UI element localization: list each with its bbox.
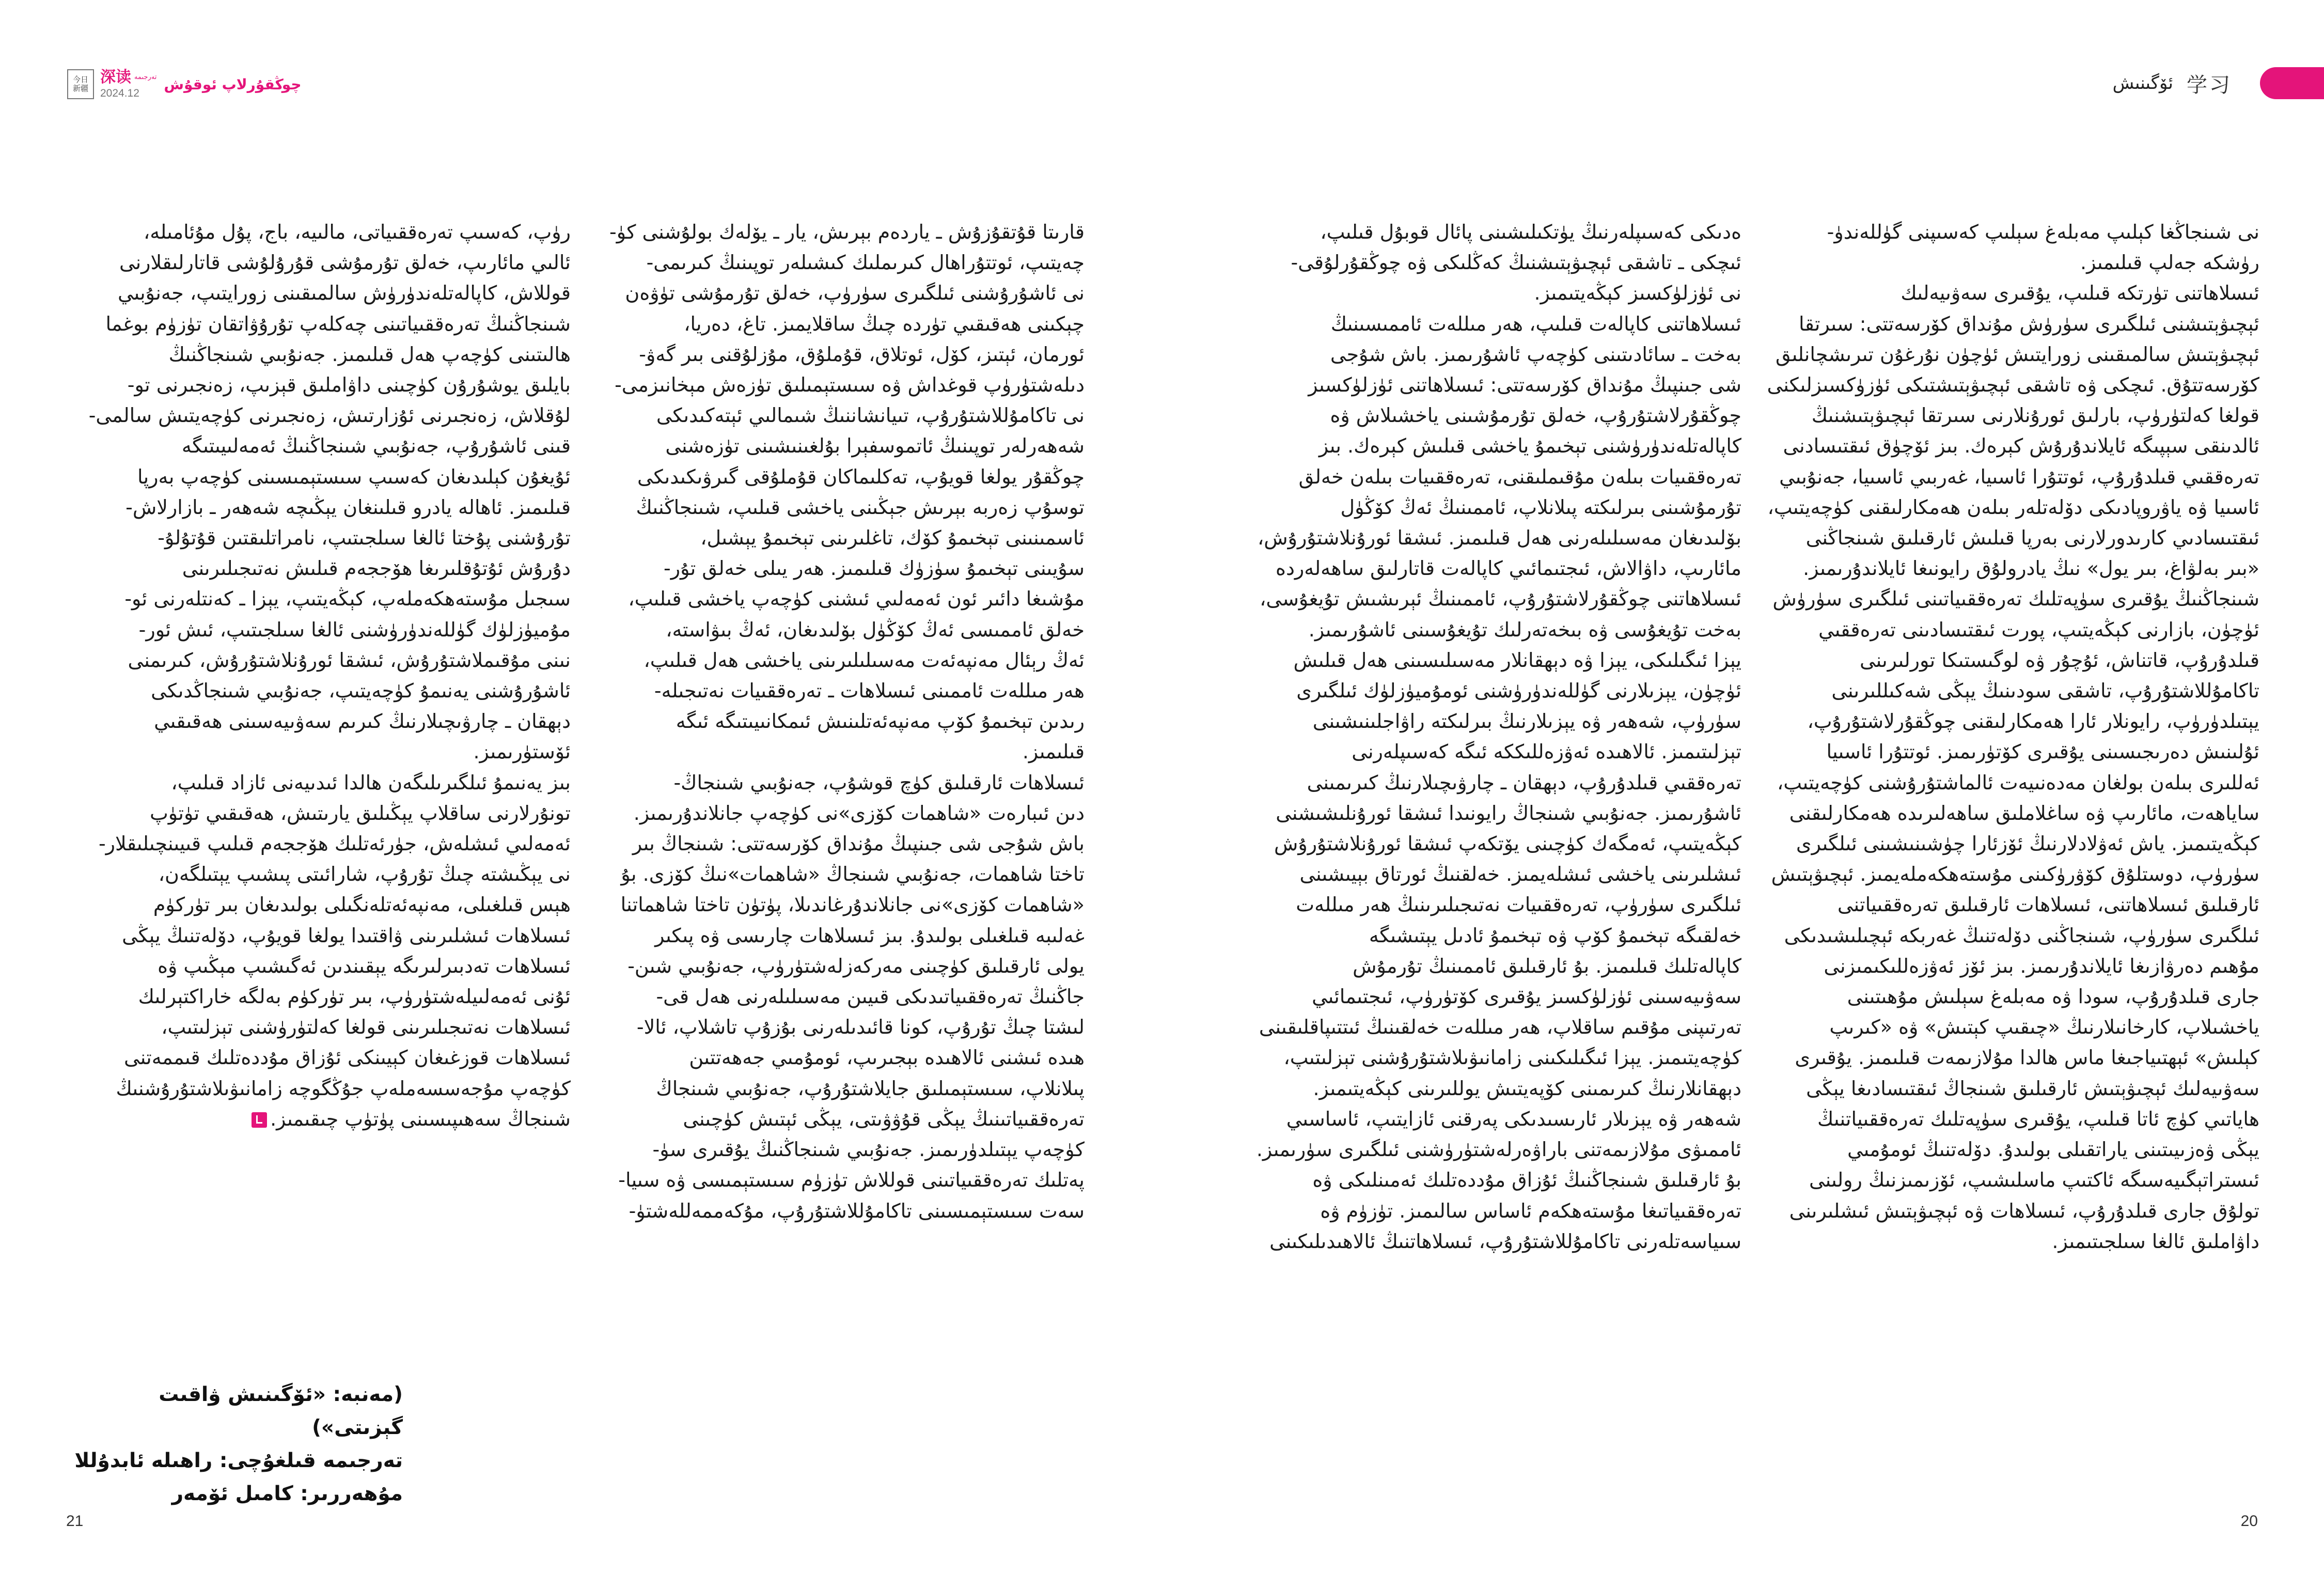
text-line: يېڭى ۋەزىيىتىنى ياراتقىلى بولىدۇ. دۆلەتنىڭ ئومۇمىي [1847,1138,2259,1161]
text-line: چېكىنى ھەقىقىي تۈردە چىڭ ساقلايمىز. تاغ، دەريا، [684,312,1085,335]
text-line: دىن ئىبارەت «شاھمات كۆزى»نى كۈچەپ جانلاندۇرىمىز. [633,801,1085,824]
text-line: تۇرمۇشىنى بىرلىكتە پىلانلاپ، ئاممىنىڭ ئەڭ كۆڭۈل [1340,495,1741,519]
text-line: ئۇلىنىش دەرىجىسىنى يۇقىرى كۆتۈرىمىز. ئوتتۇرا ئاسىيا [1826,740,2259,764]
text-line: ھاياتىي كۈچ ئاتا قىلىپ، يۇقىرى سۈپەتلىك تەرەققىياتنىڭ [1817,1107,2259,1130]
text-line: نى تاكامۇللاشتۇرۇپ، تىيانشاننىڭ شىمالىي ئېتەكىدىكى [656,404,1085,427]
text-line: سۈرۈپ، دوستلۇق كۆۋرۈكىنى مۇستەھكەملەيمىز. ئېچىۋېتىش [1771,863,2259,886]
text-line: تەرەققىيات بىلەن مۇقىملىقنى، تەرەققىيات بىلەن خەلق [1298,465,1741,488]
section-zh-label: 深读 [100,68,131,86]
text-line: سەۋىيەسىنى ئۈزلۈكسىز يۇقىرى كۆتۈرۈپ، ئىجتىمائىي [1312,985,1741,1008]
text-line: ئىسلاھاتنى تۈرتكە قىلىپ، يۇقىرى سەۋىيەلىك [1901,282,2259,305]
text-line: باش شۇجى شى جىنپىڭ مۇنداق كۆرسەتتى: شىنجاڭ بىر [632,832,1085,855]
text-line: داۋاملىق ئالغا سىلجىتىمىز. [2052,1229,2259,1253]
text-line: ئىسلاھاتنى چوڭقۇرلاشتۇرۇپ، ئاممىنىڭ ئېرىشىش تۇيغۇسى، [1260,587,1741,611]
text-line: قىلىمىز. ئاھالە يادرو قىلىنغان يېڭىچە شەھەر ـ بازارلاش- [125,495,571,519]
text-line: مۇھىم دەرۋازىغا ئايلاندۇرىمىز. بىز ئۆز ئەۋزەللىكىمىزنى [1824,954,2259,977]
text-line: شەھەرلەر توپىنىڭ ئاتموسفېرا بۇلغىنىشىنى تۈزەشنى [665,434,1085,458]
text-line: سىجىل مۇستەھكەملەپ، كېڭەيتىپ، يېزا ـ كەنتلەرنى ئو- [124,587,571,611]
text-line: ئورمان، ئېتىز، كۆل، ئوتلاق، قۇملۇق، مۇزلۇقنى بىر گەۋ- [639,342,1085,366]
text-line: نى ئۈزلۈكسىز كېڭەيتىمىز. [1534,282,1741,305]
text-line: سەۋىيەلىك ئېچىۋېتىش ئارقىلىق شىنجاڭ ئىقتىسادىغا يېڭى [1806,1077,2259,1100]
right-page-header [2113,65,2324,101]
text-line: خەلق ئاممىسى ئەڭ كۆڭۈل بۆلىدىغان، ئەڭ بىۋاستە، [666,618,1085,641]
section-row [100,69,156,86]
text-line: كۈچەپ يېتىلدۈرىمىز. جەنۇبىي شىنجاڭنىڭ يۇقىرى سۈ- [652,1138,1085,1161]
text-line: يولى ئارقىلىق كۈچىنى مەركەزلەشتۈرۈپ، جەنۇبىي شىن- [627,954,1085,977]
text-line: ساياھەت، مائارىپ ۋە ساغلاملىق ساھەلىرىدە ھەمكارلىقنى [1789,801,2259,824]
text-line: ئىستراتېگىيەسىگە ئاكتىپ ماسلىشىپ، ئۆزىمىزنىڭ رولىنى [1809,1169,2259,1192]
text-line: نى يېڭىشتە چىڭ تۇرۇپ، شارائىتى پىشىپ يېتىلگەن، [158,863,571,886]
text-line: ئىقتىسادىي كارىدورلارنى بەرپا قىلىش ئارقىلىق شىنجاڭنى [1805,526,2259,550]
text-line: مۇميۈزلۈك گۈللەندۈرۈشنى ئالغا سىلجىتىپ، ئىش ئور- [138,618,571,641]
credit-translator: تەرجىمە قىلغۇچى: راھىلە ئابدۇللا [74,1449,403,1472]
text-line: سۇيىنى تېخىمۇ سۈزۈك قىلىمىز. ھەر يىلى خەلق تۇر- [664,557,1085,580]
text-line: تېزلىتىمىز. ئالاھىدە ئەۋزەللىككە ئىگە كەسىپلەرنى [1352,740,1741,764]
text-line: ئالدىنقى سېپىگە ئايلاندۇرۇش كېرەك. بىز ئۆچۈق ئىقتىسادنى [1783,434,2259,458]
text-line: شىنجاڭنىڭ تەرەققىياتىنى چەكلەپ تۇرۇۋاتقان تۈزۈم بوغما [105,312,571,335]
text-line: چوڭقۇرلاشتۇرۇپ، خەلق تۇرمۇشىنى ياخشىلاش ۋە [1330,404,1741,427]
text-line: غەلىبە قىلغىلى بولىدۇ. بىز ئىسلاھات چارىسى ۋە پىكىر [655,924,1085,947]
text-line: ئاسمىنىنى تېخىمۇ كۆك، تاغلىرىنى تېخىمۇ يېشىل، [700,526,1085,550]
text-line: ئۈچۈن، بازارنى كېڭەيتىپ، پورت ئىقتىسادىنى تەرەققىي [1818,618,2259,641]
column-right-outer [1758,217,2259,1257]
text-line: ئەمەلىي ئىشلەش، جۈرئەتلىك ھۆججەم قىلىپ قىيىنچىلىقلار- [98,832,571,855]
page-number-left: 21 [66,1513,84,1530]
text-line: ھالىتىنى كۈچەپ ھەل قىلىمىز. جەنۇبىي شىنجاڭنىڭ [168,342,571,366]
text-line: دۇرۇش ئۇتۇقلىرىغا ھۆججەم قىلىش نەتىجىلىرىنى [182,557,571,580]
text-line: كۈچەيتىمىز. يېزا ئىگىلىكىنى زامانىۋىلاشتۇرۇشنى تېزلىتىپ، [1283,1046,1741,1069]
section-zh-title: 学习 [2187,73,2232,97]
text-line: تەرەققىياتىنىڭ يېڭى قۇۋۋىتى، يېڭى ئېتىش كۈچىنى [683,1107,1085,1130]
text-line: ئاشۇرۇشنى يەنىمۇ كۈچەيتىپ، جەنۇبىي شىنجاڭدىكى [151,679,571,703]
article-credits [67,1378,403,1511]
text-line: ئۇنى ئەمەلىيلەشتۈرۈپ، بىر تۈركۈم بەلگە خاراكتېرلىك [138,985,571,1008]
text-line: يېتىلدۈرۈپ، رايونلار ئارا ھەمكارلىقنى چوڭقۇرلاشتۇرۇپ، [1807,710,2259,733]
text-line: ئاممىۋى مۇلازىمەتنى باراۋەرلەشتۈرۈشنى ئىلگىرى سۈرىمىز. [1256,1138,1741,1161]
text-line: بەخت تۇيغۇسى ۋە بىخەتەرلىك تۇيغۇسىنى ئاشۇرىمىز. [1308,618,1741,641]
text-line: ئۈچۈن، يېزىلارنى گۈللەندۈرۈشنى ئومۇميۈزلۈك ئىلگىرى [1296,679,1741,703]
text-line: تەرەققىي قىلدۇرۇپ، دېھقان ـ چارۋىچىلارنىڭ كىرىمىنى [1307,771,1741,794]
text-line: پەتلىك تەرەققىياتىنى قوللاش تۈزۈم سىستېمىسى ۋە سىيا- [618,1169,1085,1192]
text-line: قىلدۇرۇپ، قاتناش، ئۇچۇر ۋە لوگىستىكا تورلىرىنى [1859,648,2259,672]
text-line: شىنجاڭنىڭ يۇقىرى سۈپەتلىك تەرەققىياتىنى ئىلگىرى سۈرۈش [1772,587,2259,611]
magazine-logo [67,69,94,99]
text-line: كۆرسەتتۇق. ئىچكى ۋە تاشقى ئېچىۋېتىشتىكى ئۈزۈكسىزلىكنى [1767,373,2259,397]
text-line: شەھەر ۋە يېزىلار ئارىسىدىكى پەرقنى ئازايتىپ، ئاساسىي [1286,1107,1741,1130]
magazine-logo-line2: 新疆 [72,84,88,93]
text-line: دىلەشتۈرۈپ قوغداش ۋە سىستېمىلىق تۈزەش مېخانىزمى- [615,373,1085,397]
text-line: ئۆستۈرىمىز. [473,740,571,764]
text-line: جارى قىلدۇرۇپ، سودا ۋە مەبلەغ سېلىش مۇھىتىنى [1847,985,2259,1008]
text-line: قىنى ئاشۇرۇپ، جەنۇبىي شىنجاڭنىڭ ئەمەلىيىتىگە [181,434,571,458]
section-tab-icon [2260,67,2324,99]
text-line: شىنجاڭ سەھىپىسىنى پۈتۈپ چىقىمىز. [67,1104,571,1134]
text-line: تاكامۇللاشتۇرۇپ، تاشقى سودىنىڭ يېڭى شەكىللىرىنى [1831,679,2259,703]
text-line: قارىتا قۇتقۇزۇش ـ ياردەم بېرىش، يار ـ يۆلەك بولۇشنى كۈ- [609,221,1085,243]
text-line: چەيتىپ، ئوتتۇراھال كىرىملىك كىشىلەر توپىنىڭ كىرىمى- [646,251,1085,274]
text-line: لىشتا چىڭ تۇرۇپ، كونا قائىدىلەرنى بۇزۇپ تاشلاپ، ئالا- [636,1016,1085,1039]
text-line: دېھقان ـ چارۋىچىلارنىڭ كىرىم سەۋىيەسىنى ھەقىقىي [154,710,571,733]
text-line: سۈرۈپ، شەھەر ۋە يېزىلارنىڭ بىرلىكتە راۋاجلىنىشىنى [1312,710,1741,733]
text-line: چوڭقۇر يولغا قويۇپ، تەكلىماكان قۇملۇقى گىرۋىكىدىكى [637,465,1085,488]
text-line: بۆلىدىغان مەسىلىلەرنى ھەل قىلىمىز. ئىشقا ئورۇنلاشتۇرۇش، [1258,526,1741,550]
text-line: ياخشىلاپ، كارخانىلارنىڭ «چىقىپ كېتىش» ۋە «كىرىپ [1829,1016,2259,1039]
text-line: ئىشلىرىنى ياخشى ئىشلەيمىز. خەلقنىڭ ئورتاق بېيىشىنى [1299,863,1741,886]
text-line: جاڭنىڭ تەرەققىياتىدىكى قىيىن مەسىلىلەرنى ھەل قى- [656,985,1085,1008]
text-line: لۇقلاش، زەنجىرنى ئۇزارتىش، زەنجىرنى كۈچەيتىش سالمى- [88,404,571,427]
text-line: كېڭەيتىپ، ئەمگەك كۈچىنى يۆتكەپ ئىشقا ئورۇنلاشتۇرۇش [1274,832,1741,855]
text-line: كاپالەتلىك قىلىمىز. بۇ ئارقىلىق ئاممىنىڭ تۇرمۇش [1353,954,1741,977]
text-line: كاپالەتلەندۈرۈشنى تېخىمۇ ياخشى قىلىش كېرەك. بىز [1318,434,1741,458]
text-line: ئىسلاھات نەتىجىلىرىنى قولغا كەلتۈرۈشنى تېزلىتىپ، [161,1016,571,1039]
text-line: تەرتىپنى مۇقىم ساقلاپ، ھەر مىللەت خەلقىنىڭ ئىتتىپاقلىقىنى [1259,1016,1741,1039]
text-line: تەرەققىي قىلدۇرۇپ، ئوتتۇرا ئاسىيا، غەربىي ئاسىيا، جەنۇبىي [1779,465,2259,488]
left-page-header [67,66,302,102]
section-sub-label: تەرجىمە [134,73,157,81]
text-line: تونۇرلارنى ساقلاپ يېڭىلىق يارىتىش، ھەقىقىي تۈتۈپ [149,801,571,824]
credit-source: (مەنبە: «ئۆگىنىش ۋاقىت گېزىتى») [159,1383,403,1439]
text-line: ھىدە ئىشنى ئالاھىدە بېجىرىپ، ئومۇمىي جەھەتتىن [689,1046,1085,1069]
text-line: ھېس قىلغىلى، مەنپەئەتلەنگىلى بولىدىغان بىر تۈركۈم [153,893,571,916]
text-line: توسۇپ زەربە بېرىش جېڭىنى ياخشى قىلىپ، شىنجاڭنىڭ [636,495,1085,519]
text-line: ئىسلاھات قوزغىغان كېيىنكى ئۇزاق مۇددەتلىك قىممەتنى [124,1046,571,1069]
text-line: تاختا شاھمات، جەنۇبىي شىنجاڭ «شاھمات»نىڭ كۆزى. بۇ [621,863,1085,886]
credit-editor: مۇھەررىر: كامىل ئۆمەر [171,1482,403,1505]
text-line: ئىسلاھاتنى كاپالەت قىلىپ، ھەر مىللەت ئاممىسىنىڭ [1330,312,1741,335]
text-line: كېڭەيتىمىز. ياش ئەۋلادلارنىڭ ئۆزئارا چۈشىنىشىنى ئىلگىرى [1796,832,2259,855]
column-name: چوڭقۇرلاپ ئوقۇش [164,75,302,93]
text-line: بۇ ئارقىلىق شىنجاڭنىڭ ئۇزاق مۇددەتلىك ئەمىنلىكى ۋە [1312,1169,1741,1192]
text-line: نىنى مۇقىملاشتۇرۇش، ئىشقا ئورۇنلاشتۇرۇش، كىرىمنى [128,648,571,672]
text-line: قىلىمىز. [1022,740,1085,764]
text-line: كېلىش» ئېھتىياجىغا ماس ھالدا مۇلازىمەت قىلىمىز. يۇقىرى [1795,1046,2259,1069]
text-line: مۇشىغا دائىر ئون ئەمەلىي ئىشنى كۈچەپ ياخشى قىلىپ، [628,587,1085,611]
text-line: «شاھمات كۆزى»نى جانلاندۇرغاندىلا، پۈتۈن تاختا شاھماتنا [620,893,1085,916]
magazine-logo-line1: 今日 [72,75,88,84]
column-right-inner [1238,217,1741,1257]
text-line: ھەر مىللەت ئاممىنى ئىسلاھات ـ تەرەققىيات نەتىجىلە- [654,679,1085,703]
text-line: ئىچكى ـ تاشقى ئېچىۋېتىشنىڭ كەڭلىكى ۋە چوڭقۇرلۇقى- [1291,251,1741,274]
text-line: خەلقىگە تېخىمۇ كۆپ ۋە تېخىمۇ ئادىل يېتىشىگە [1369,924,1741,947]
text-line: سەت سىستېمىسىنى تاكامۇللاشتۇرۇپ، مۇكەممەللەشتۈ- [629,1199,1085,1222]
text-line: ئىلگىرى سۈرۈپ، شىنجاڭنى دۆلەتنىڭ غەربكە ئېچىلىشىدىكى [1784,924,2259,947]
text-line: ئىسلاھات ئىشلىرىنى ۋاقتىدا يولغا قويۇپ، دۆلەتنىڭ يېڭى [122,924,571,947]
section-title: ئۆگىنىش [2112,73,2173,94]
text-line: ئەللىرى بىلەن بولغان مەدەنىيەت ئالماشتۇرۇشنى كۈچەيتىپ، [1777,771,2259,794]
text-line: بىز يەنىمۇ ئىلگىرىلىگەن ھالدا ئىدىيەنى ئازاد قىلىپ، [171,771,571,794]
text-line: سىياسەتلەرنى تاكامۇللاشتۇرۇپ، ئىسلاھاتنىڭ ئالاھىدىلىكىنى [1269,1229,1741,1253]
text-line: كۈچەپ مۇجەسسەملەپ جۇڭگوچە زامانىۋىلاشتۇرۇشنىڭ [116,1077,571,1100]
text-line: ئىلگىرى سۈرۈپ، تەرەققىيات نەتىجىلىرىنىڭ ھەر مىللەت [1296,893,1741,916]
text-line: ئەڭ رېئال مەنپەئەت مەسىلىلىرىنى ياخشى ھەل قىلىپ، [643,648,1085,672]
text-line: قولغا كەلتۈرۈپ، بارلىق ئورۇنلارنى سىرتقا ئېچىۋېتىشنىڭ [1811,404,2259,427]
page-number-right: 20 [2240,1513,2258,1530]
end-mark-icon [252,1112,267,1128]
column-left-outer [67,217,571,1134]
section-block [100,69,156,100]
text-line: مائارىپ، داۋالاش، ئىجتىمائىي كاپالەت قاتارلىق ساھەلەردە [1276,557,1741,580]
text-line: رۈشكە جەلپ قىلىمىز. [2080,251,2259,274]
column-left-inner [604,217,1085,1226]
text-line: «بىر بەلۋاغ، بىر يول» نىڭ يادرولۇق رايونىغا ئايلاندۇرىمىز. [1803,557,2259,580]
text-line: تەرەققىياتىغا مۇستەھكەم ئاساس سالىمىز. تۈزۈم ۋە [1320,1199,1741,1222]
text-line: ئالىي مائارىپ، خەلق تۇرمۇشى قۇرۇلۇشى قاتارلىقلارنى [119,251,571,274]
text-line: دېھقانلارنىڭ كىرىمىنى كۆپەيتىش يوللىرىنى كېڭەيتىمىز. [1313,1077,1741,1100]
text-line: تولۇق جارى قىلدۇرۇپ، ئىسلاھات ۋە ئېچىۋېتىش ئىشلىرىنى [1789,1199,2259,1222]
text-line: ئاشۇرىمىز. جەنۇبىي شىنجاڭ رايونىدا ئىشقا ئورۇنلىشىشنى [1276,801,1741,824]
text-line: ئاسىيا ۋە ياۋروپادىكى دۆلەتلەر بىلەن ھەمكارلىقنى كۈچەيتىپ، [1767,495,2259,519]
text-line: شى جىنپىڭ مۇنداق كۆرسەتتى: ئىسلاھاتنى ئۈزلۈكسىز [1308,373,1741,397]
text-line: بەخت ـ سائادىتىنى كۈچەپ ئاشۇرىمىز. باش شۇجى [1330,342,1741,366]
issue-date: 2024.12 [100,87,139,99]
text-line: رىدىن تېخىمۇ كۆپ مەنپەئەتلىنىش ئىمكانىيىتىگە ئىگە [676,710,1085,733]
text-line: ئىسلاھات تەدبىرلىرىگە يېقىندىن ئەگىشىپ مېڭىپ ۋە [158,954,571,977]
text-line: پىلانلاپ، سىستېمىلىق جايلاشتۇرۇپ، جەنۇبىي شىنجاڭ [656,1077,1085,1100]
text-line: نى شىنجاڭغا كېلىپ مەبلەغ سېلىپ كەسىپنى گۈللەندۈ- [1827,221,2259,243]
text-line: رۈپ، كەسىپ تەرەققىياتى، مالىيە، باج، پۇل مۇئامىلە، [144,221,571,243]
text-line: نى ئاشۇرۇشنى ئىلگىرى سۈرۈپ، خەلق تۇرمۇشى تۈۋەن [625,282,1085,305]
text-line: بايلىق يوشۇرۇن كۈچىنى داۋاملىق قېزىپ، زەنجىرنى تو- [127,373,571,397]
text-line: ئېچىۋېتىش سالمىقىنى زورايتىش ئۈچۈن نۇرغۇن تىرىشچانلىق [1776,342,2259,366]
text-line: ەدىكى كەسىپلەرنىڭ يۈتكىلىشىنى پائال قوبۇل قىلىپ، [1320,221,1741,243]
text-line: قوللاش، كاپالەتلەندۈرۈش سالمىقىنى زورايتىپ، جەنۇبىي [117,282,571,305]
text-line: تۇرۇشنى پۇختا ئالغا سىلجىتىپ، نامراتلىقتىن قۇتۇلۇ- [158,526,571,550]
text-line: ئېچىۋېتىشنى ئىلگىرى سۈرۈش مۇنداق كۆرسەتتى: سىرتقا [1799,312,2259,335]
text-line: يېزا ئىگىلىكى، يېزا ۋە دېھقانلار مەسىلىسىنى ھەل قىلىش [1293,648,1741,672]
text-line: ئۇيغۇن كېلىدىغان كەسىپ سىستېمىسىنى كۈچەپ بەرپا [137,465,571,488]
text-line: ئارقىلىق ئىسلاھاتنى، ئىسلاھات ئارقىلىق تەرەققىياتنى [1837,893,2259,916]
text-line: ئىسلاھات ئارقىلىق كۈچ قوشۇپ، جەنۇبىي شىنجاڭ- [673,771,1085,794]
